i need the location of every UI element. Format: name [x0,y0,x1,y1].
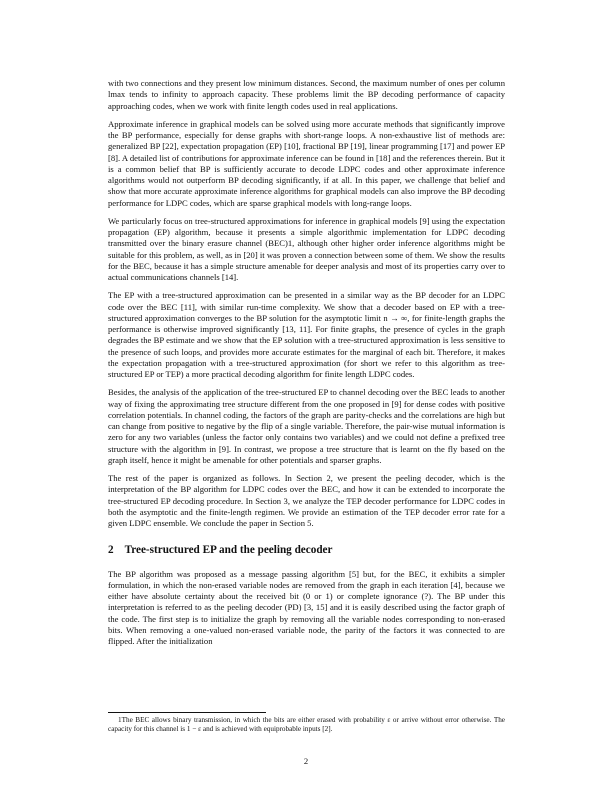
paragraph: Approximate inference in graphical models can be solved using more accurate methods that significantly improve the BP performance, especially for dense graphs with short-range loops. A non-exhaustive list of methods are: generalized BP [22], expectation propagation (EP) [10], fractional BP [19], linear programming [17] and power EP [8]. A detailed list of contributions for approximate inference can be found in [18] and the references therein. But it is a common belief that BP is sufficiently accurate to decode LDPC codes and other approximate inference algorithms would not outperform BP decoding significantly, if at all. In this paper, we challenge that belief and show that more accurate approximate inference algorithms for graphical models can also improve the BP decoding performance for LDPC codes, which are sparse graphical models with long-range loops. [108,118,505,208]
paragraph: with two connections and they present low minimum distances. Second, the maximum number of ones per column lmax tends to infinity to approach capacity. These problems limit the BP decoding performance of capacity approaching codes, when we work with finite length codes used in real applications. [108,78,505,111]
footnote: 1The BEC allows binary transmission, in which the bits are either erased with probability ε or arrive without error otherwise. The capacity for this channel is 1 − ε and is achieved with equiprobable inputs [2]. [108,716,505,734]
page-number: 2 [303,756,309,766]
footnote-rule [108,712,266,713]
paragraph: The EP with a tree-structured approximation can be presented in a similar way as the BP decoder for an LDPC code over the BEC [11], with similar run-time complexity. We show that a decoder based on EP with a tree-structured approximation converges to the BP solution for the asymptotic limit n → ∞, for finite-length graphs the performance is otherwise improved significantly [13, 11]. For finite graphs, the presence of cycles in the graph degrades the BP estimate and we show that the EP solution with a tree-structured approximation is less sensitive to the presence of such loops, and provides more accurate estimates for the marginal of each bit. Therefore, it makes the expectation propagation with a tree-structured approximation (for short we refer to this algorithm as tree-structured EP or TEP) a more practical decoding algorithm for finite length LDPC codes. [108,290,505,379]
section-title: Tree-structured EP and the peeling decoder [124,544,333,557]
section-heading [108,545,505,556]
footnote-area [108,712,505,735]
paragraph: Besides, the analysis of the application of the tree-structured EP to channel decoding over the BEC leads to another way of fixing the approximating tree structure different from the one proposed in [9] for dense codes with positive correlation potentials. In channel coding, the factors of the graph are parity-checks and the correlations are high but can change from positive to negative by the flip of a single variable. Therefore, the pair-wise mutual information is zero for any two variables (unless the factor only contains two variables) and we could not define a prefixed tree structure with the algorithm in [9]. In contrast, we propose a tree structure that is learnt on the fly based on the graph itself, hence it might be amenable for other potentials and sparser graphs. [108,387,505,465]
paragraph: The rest of the paper is organized as follows. In Section 2, we present the peeling decoder, which is the interpretation of the BP algorithm for LDPC codes over the BEC, and how it can be extended to incorporate the tree-structured EP decoding procedure. In Section 3, we analyze the TEP decoder performance for LDPC codes in both the asymptotic and the finite-length regimen. We provide an estimation of the TEP decoder error rate for a given LDPC ensemble. We conclude the paper in Section 5. [108,473,505,528]
page-body [108,78,505,654]
paragraph: We particularly focus on tree-structured approximations for inference in graphical models [9] using the expectation propagation (EP) algorithm, because it presents a simple algorithmic implementation for LDPC decoding transmitted over the binary erasure channel (BEC)1, although other higher order inference algorithms might be suitable for this problem, as well, as in [20] it was proven a connection between some of them. We show the results for the BEC, because it has a simple structure amenable for deeper analysis and most of its properties carry over to actual communications channels [14]. [108,215,505,282]
paragraph: The BP algorithm was proposed as a message passing algorithm [5] but, for the BEC, it exhibits a simpler formulation, in which the non-erased variable nodes are removed from the graph in each iteration [4], because we either have absolute certainty about the received bit (0 or 1) or complete ignorance (?). The BP under this interpretation is referred to as the peeling decoder (PD) [3, 15] and it is easily described using the factor graph of the code. The first step is to initialize the graph by removing all the variable nodes corresponding to non-erased bits. When removing a one-valued non-erased variable node, the parity of the factors it was connected to are flipped. After the initialization [108,568,505,646]
section-number: 2 [108,544,114,557]
